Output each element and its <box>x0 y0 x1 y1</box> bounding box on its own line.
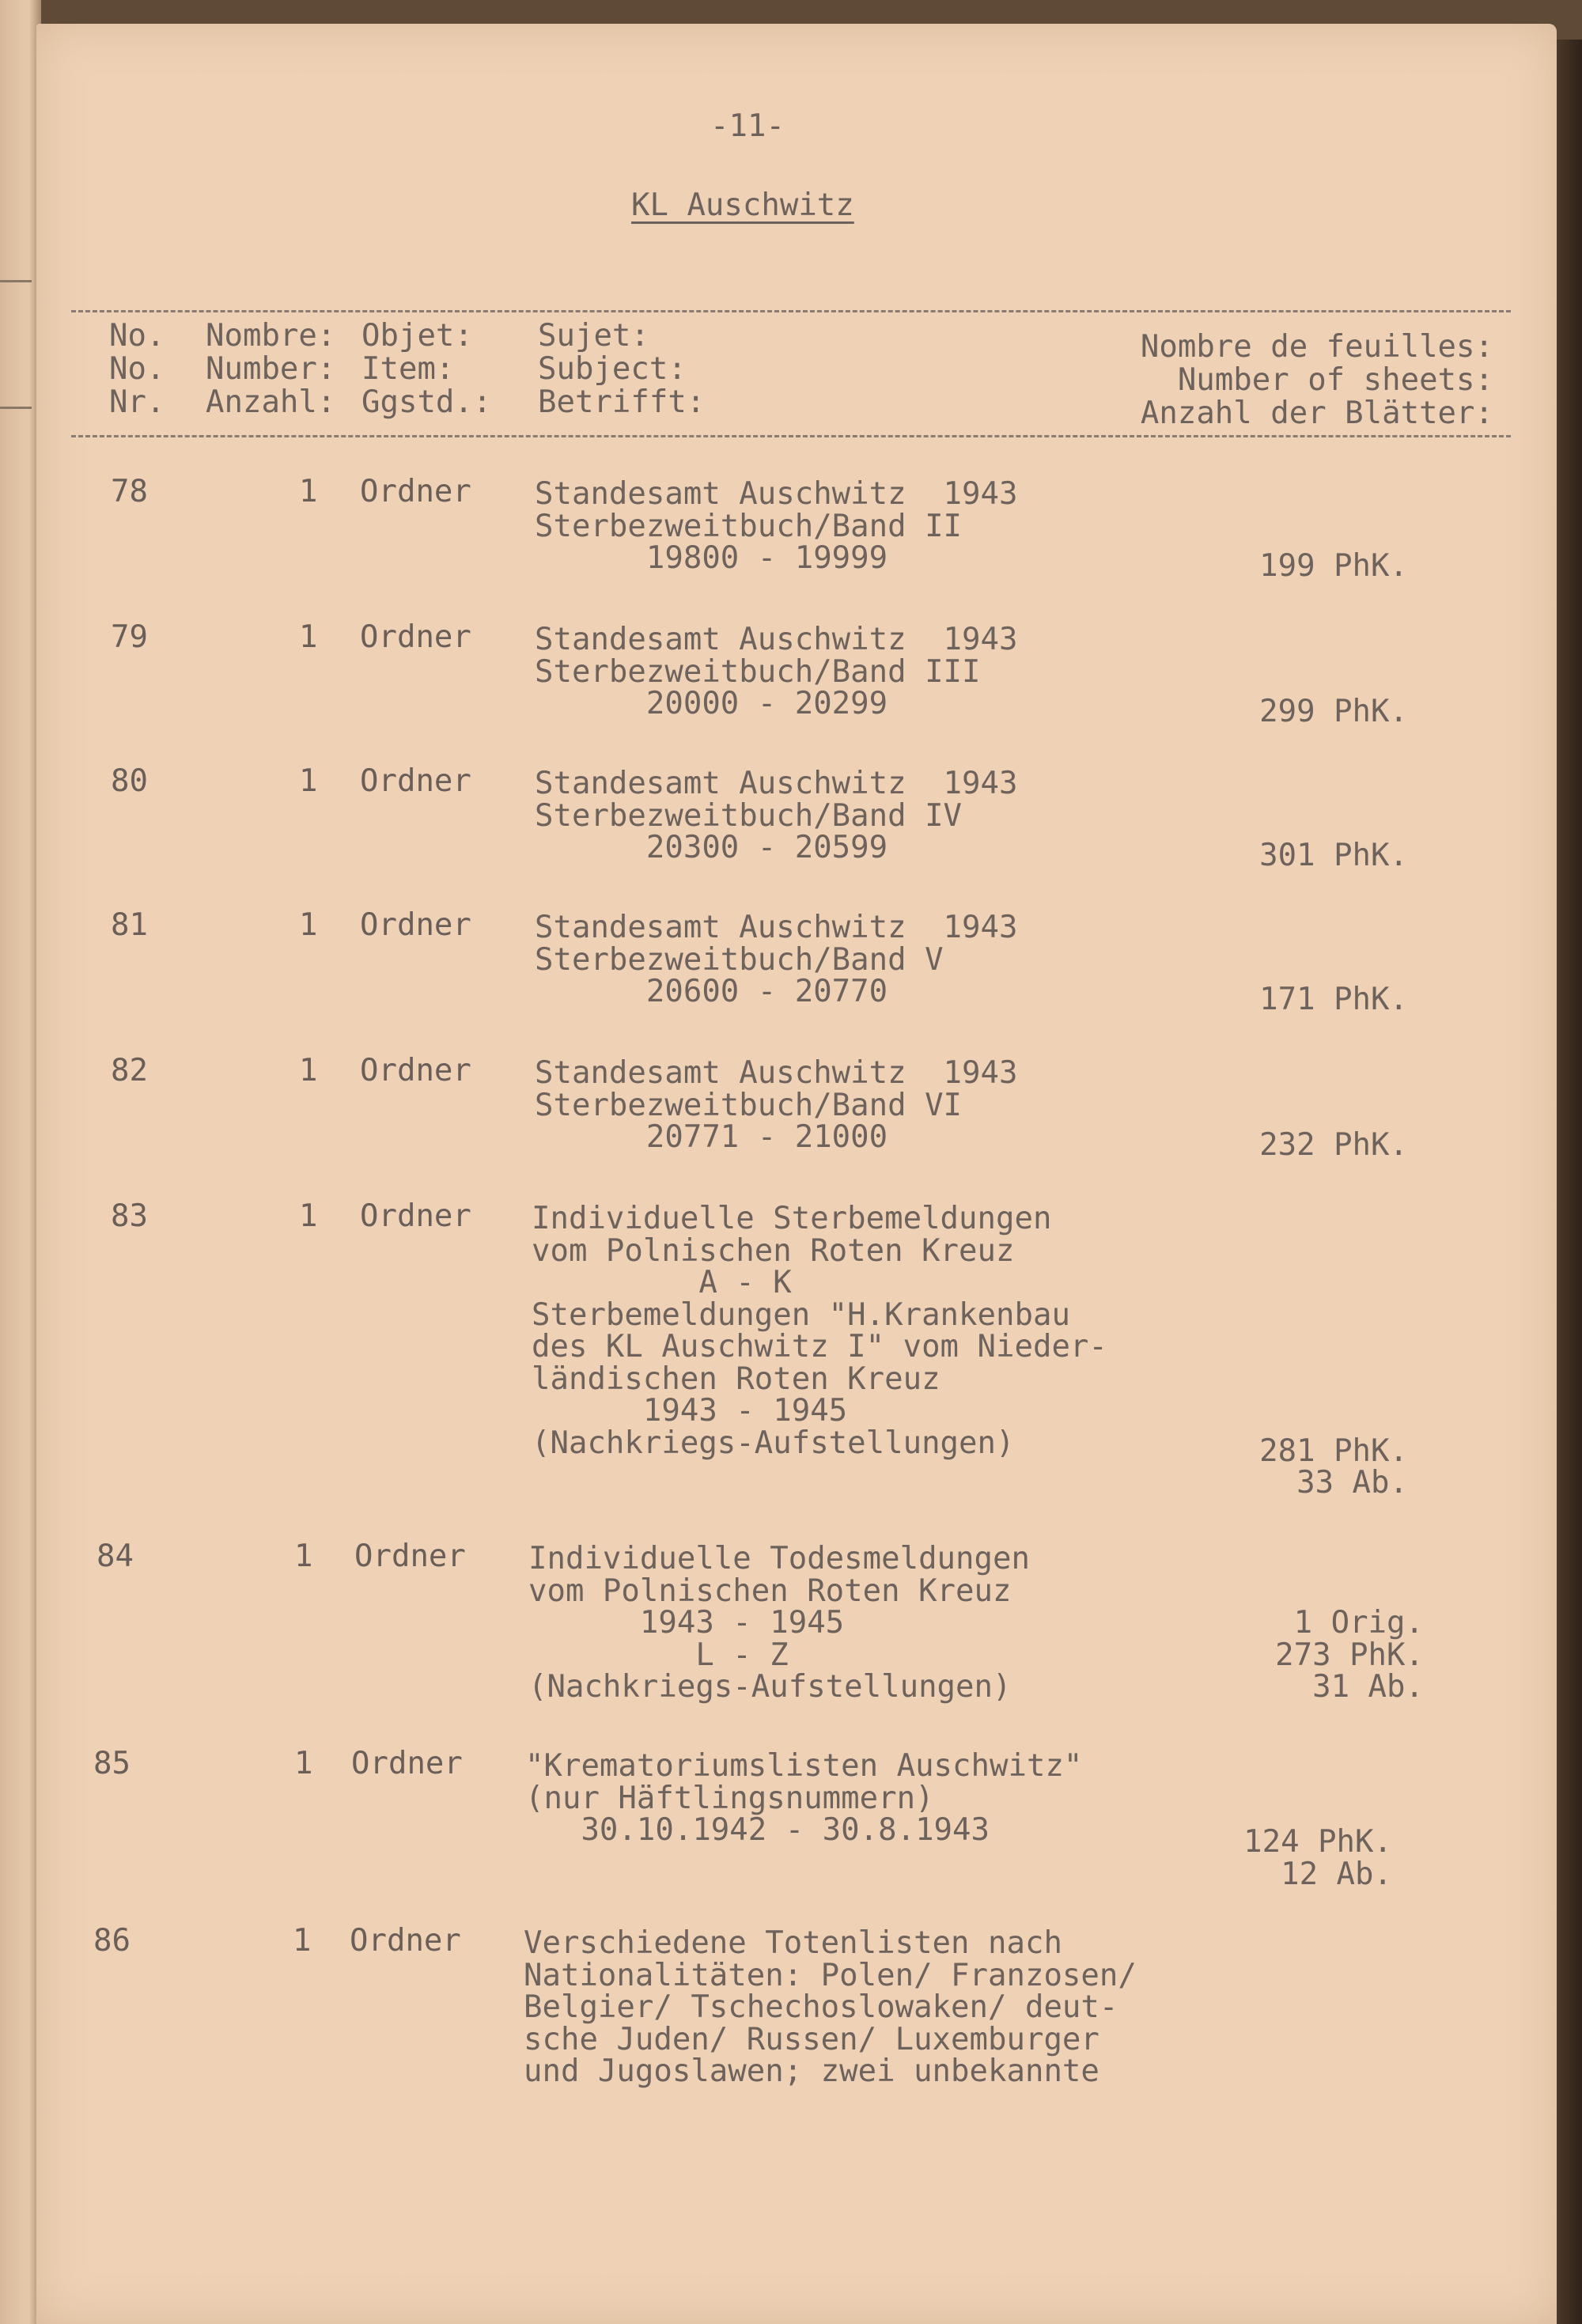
sheets-line: 232 PhK. <box>1259 1127 1408 1163</box>
row-number: 78 <box>111 474 148 509</box>
row-count: 1 <box>294 1539 313 1574</box>
header-label: Number of sheets: <box>1177 362 1493 398</box>
row-number: 83 <box>111 1198 148 1234</box>
row-count: 1 <box>299 1198 318 1234</box>
sheets-line: 301 PhK. <box>1259 838 1408 873</box>
row-subject <box>535 476 1018 576</box>
row-subject <box>535 622 1018 721</box>
row-object: Ordner <box>360 1198 471 1234</box>
sheets-line: 171 PhK. <box>1259 982 1408 1017</box>
table-row <box>0 474 1582 584</box>
sheets-line: 124 PhK. <box>1243 1824 1392 1860</box>
row-sheets <box>1171 1201 1408 1501</box>
sheets-line <box>1171 1233 1408 1266</box>
row-number: 84 <box>97 1539 134 1574</box>
row-object: Ordner <box>354 1539 466 1574</box>
row-count: 1 <box>299 763 318 799</box>
subject-line: Sterbezweitbuch/Band VI <box>535 1087 963 1123</box>
sheets-line <box>1171 1541 1424 1573</box>
header-col-sheets <box>1107 329 1493 429</box>
row-subject <box>535 910 1018 1009</box>
sheets-line: 1 Orig. <box>1256 1605 1424 1641</box>
row-number: 85 <box>93 1746 131 1781</box>
subject-line: 20300 - 20599 <box>535 830 888 865</box>
row-count: 1 <box>299 474 318 509</box>
header-label: No. <box>109 351 165 387</box>
sheets-line <box>1171 910 1408 942</box>
subject-line: Belgier/ Tschechoslowaken/ deut- <box>524 1989 1118 2025</box>
sheets-line <box>1171 654 1408 687</box>
header-col-object <box>361 318 491 418</box>
subject-line: und Jugoslawen; zwei unbekannte <box>524 2053 1099 2089</box>
row-sheets <box>1171 476 1408 584</box>
row-subject <box>535 766 1018 865</box>
header-label: Item: <box>361 351 455 387</box>
row-count: 1 <box>299 907 318 943</box>
subject-line: Sterbezweitbuch/Band V <box>535 941 944 978</box>
sheets-line <box>1171 942 1408 975</box>
row-subject <box>528 1541 1030 1705</box>
subject-line: sche Juden/ Russen/ Luxemburger <box>524 2021 1099 2057</box>
table-row <box>0 763 1582 873</box>
sheets-line <box>1171 476 1408 509</box>
row-number: 82 <box>111 1053 148 1088</box>
subject-line: A - K <box>532 1265 792 1300</box>
subject-line: L - Z <box>528 1637 789 1673</box>
sheets-line <box>1171 622 1408 654</box>
header-label: Nombre: <box>206 318 336 354</box>
subject-line: 20000 - 20299 <box>535 686 888 721</box>
subject-line: 20771 - 21000 <box>535 1119 888 1155</box>
table-row <box>0 1539 1582 1705</box>
sheets-line <box>1171 1297 1408 1330</box>
sheets-line <box>1171 1055 1408 1088</box>
sheets-line: 299 PhK. <box>1259 694 1408 729</box>
row-count: 1 <box>293 1923 312 1959</box>
row-subject <box>525 1748 1083 1848</box>
header-bottom-rule <box>71 435 1511 437</box>
header-label: Nr. <box>109 384 165 420</box>
subject-line: Standesamt Auschwitz 1943 <box>535 476 1018 512</box>
subject-line: 1943 - 1945 <box>532 1393 848 1429</box>
row-object: Ordner <box>351 1746 463 1781</box>
subject-line: Sterbezweitbuch/Band III <box>535 653 981 690</box>
sheets-line: 33 Ab. <box>1277 1465 1408 1501</box>
sheets-line <box>1171 1573 1424 1606</box>
header-label: Ggstd.: <box>361 384 492 420</box>
row-number: 81 <box>111 907 148 943</box>
subject-line: Sterbemeldungen "H.Krankenbau <box>532 1296 1070 1333</box>
subject-line: Verschiedene Totenlisten nach <box>524 1925 1062 1961</box>
row-count: 1 <box>294 1746 313 1781</box>
sheets-line <box>1171 798 1408 831</box>
header-col-subject <box>538 318 705 418</box>
subject-line: Standesamt Auschwitz 1943 <box>535 766 1018 801</box>
page-number: -11- <box>710 108 785 144</box>
sheets-line <box>1171 1329 1408 1361</box>
row-object: Ordner <box>350 1923 461 1959</box>
row-count: 1 <box>299 1053 318 1088</box>
row-sheets <box>1171 910 1408 1017</box>
subject-line: Nationalitäten: Polen/ Franzosen/ <box>524 1957 1137 1993</box>
row-object: Ordner <box>360 619 471 655</box>
subject-line: Standesamt Auschwitz 1943 <box>535 910 1018 945</box>
subject-line: 30.10.1942 - 30.8.1943 <box>525 1812 990 1848</box>
sheets-line <box>1171 1265 1408 1297</box>
header-label: Number: <box>206 351 336 387</box>
header-label: Nombre de feuilles: <box>1140 329 1493 365</box>
subject-line: Standesamt Auschwitz 1943 <box>535 622 1018 657</box>
header-label: Subject: <box>538 351 687 387</box>
sheets-line: 199 PhK. <box>1259 548 1408 584</box>
row-object: Ordner <box>360 907 471 943</box>
subject-line: vom Polnischen Roten Kreuz <box>528 1573 1012 1609</box>
header-label: No. <box>109 318 165 354</box>
subject-line: 1943 - 1945 <box>528 1605 845 1641</box>
row-subject <box>524 1925 1137 2089</box>
subject-line: 20600 - 20770 <box>535 974 888 1009</box>
header-label: Objet: <box>361 318 473 354</box>
row-number: 79 <box>111 619 148 655</box>
table-row <box>0 907 1582 1017</box>
row-object: Ordner <box>360 474 471 509</box>
header-label: Sujet: <box>538 318 649 354</box>
sheets-line <box>1171 766 1408 798</box>
subject-line: des KL Auschwitz I" vom Nieder- <box>532 1329 1107 1364</box>
sheets-line <box>1171 1361 1408 1394</box>
header-col-count <box>206 318 335 418</box>
row-sheets <box>1171 622 1408 729</box>
header-label: Betrifft: <box>538 384 706 420</box>
subject-line: "Krematoriumslisten Auschwitz" <box>525 1748 1083 1784</box>
table-row <box>0 1053 1582 1163</box>
header-label: Anzahl der Blätter: <box>1140 396 1493 431</box>
subject-line: vom Polnischen Roten Kreuz <box>532 1232 1015 1269</box>
header-label: Anzahl: <box>206 384 336 420</box>
header-top-rule <box>71 310 1511 312</box>
row-sheets <box>1171 1055 1408 1163</box>
sheets-line <box>1171 1088 1408 1120</box>
row-number: 86 <box>93 1923 131 1959</box>
sheets-line: 12 Ab. <box>1262 1856 1392 1892</box>
subject-line: (Nachkriegs-Aufstellungen) <box>528 1669 1012 1705</box>
subject-line: 19800 - 19999 <box>535 540 888 576</box>
table-row <box>0 1198 1582 1501</box>
subject-line: Sterbezweitbuch/Band II <box>535 508 963 544</box>
subject-line: (Nachkriegs-Aufstellungen) <box>532 1425 1015 1461</box>
header-col-no <box>109 318 165 418</box>
row-object: Ordner <box>360 1053 471 1088</box>
table-row <box>0 619 1582 729</box>
sheets-line: 31 Ab. <box>1293 1669 1424 1705</box>
subject-line: ländischen Roten Kreuz <box>532 1361 940 1397</box>
row-number: 80 <box>111 763 148 799</box>
table-row <box>0 1746 1582 1892</box>
page-title: KL Auschwitz <box>631 187 854 223</box>
row-sheets <box>1123 1824 1392 1892</box>
table-row <box>0 1923 1582 2089</box>
sheets-line: 273 PhK. <box>1275 1637 1424 1673</box>
row-object: Ordner <box>360 763 471 799</box>
row-sheets <box>1171 766 1408 873</box>
subject-line: Individuelle Sterbemeldungen <box>532 1201 1052 1236</box>
subject-line: Standesamt Auschwitz 1943 <box>535 1055 1018 1091</box>
subject-line: Sterbezweitbuch/Band IV <box>535 797 963 834</box>
row-count: 1 <box>299 619 318 655</box>
sheets-line <box>1171 509 1408 541</box>
sheets-line: 281 PhK. <box>1259 1433 1408 1469</box>
subject-line: (nur Häftlingsnummern) <box>525 1780 934 1816</box>
row-subject <box>535 1055 1018 1155</box>
row-subject <box>532 1201 1107 1461</box>
subject-line: Individuelle Todesmeldungen <box>528 1541 1030 1576</box>
sheets-line <box>1171 1201 1408 1233</box>
row-sheets <box>1171 1541 1424 1705</box>
sheets-line <box>1171 1393 1408 1425</box>
